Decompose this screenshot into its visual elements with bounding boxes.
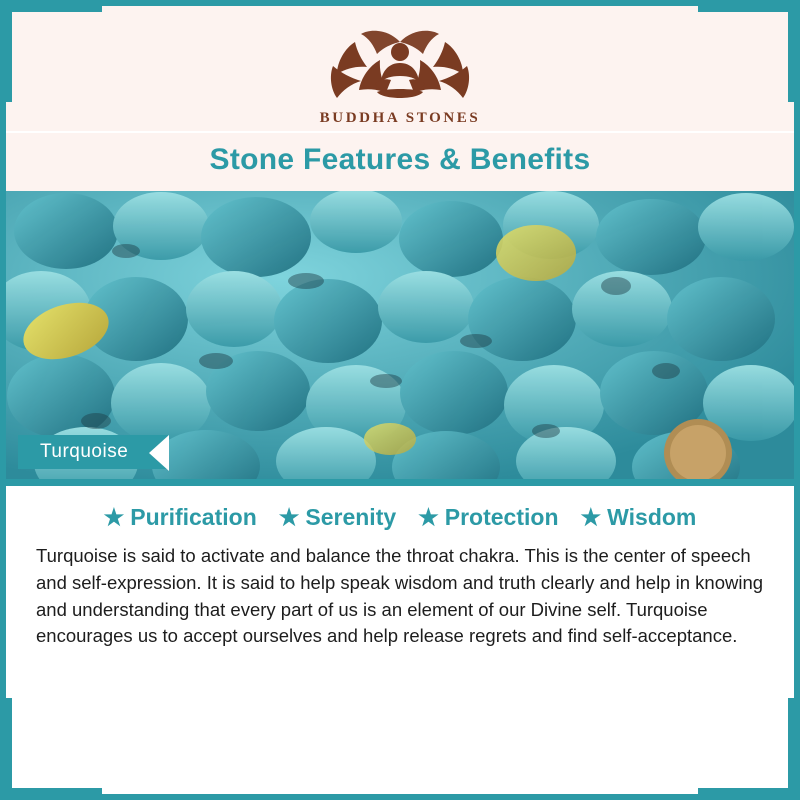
- benefit-item: [279, 504, 396, 531]
- title-band: [6, 131, 794, 191]
- benefit-label: Serenity: [305, 504, 397, 530]
- page-title: Stone Features & Benefits: [209, 143, 591, 176]
- frame-edge-bottom: [0, 794, 800, 800]
- frame-edge-right: [794, 0, 800, 800]
- brand-logo: [6, 22, 794, 127]
- star-icon: ★: [278, 504, 300, 530]
- benefit-label: Protection: [444, 504, 559, 530]
- benefit-item: [581, 504, 697, 531]
- hero-image: [6, 191, 794, 479]
- corner-bracket-top-left: [6, 6, 102, 102]
- benefits-list: [6, 486, 794, 541]
- section-divider: [6, 479, 794, 486]
- corner-bracket-bottom-left: [6, 698, 102, 794]
- brand-name: BUDDHA STONES: [319, 110, 481, 126]
- benefit-label: Wisdom: [607, 504, 697, 530]
- benefit-item: [418, 504, 558, 531]
- benefit-label: Purification: [130, 504, 257, 530]
- lotus-meditation-icon: [325, 22, 475, 106]
- corner-bracket-top-right: [698, 6, 794, 102]
- benefit-item: [104, 504, 257, 531]
- description-text: Turquoise is said to activate and balance the throat chakra. This is the center of speech and self-expression. It is said to help speak wisdom and truth clearly and help in knowing and understanding that every part of us is an element of our Divine self. Turquoise encourages us to accept ourselves and help release regrets and find self-acceptance.: [36, 545, 764, 647]
- bottom-spacer: [6, 650, 794, 710]
- corner-bracket-bottom-right: [698, 698, 794, 794]
- stone-name-caption: Turquoise: [18, 435, 168, 469]
- star-icon: ★: [580, 504, 602, 530]
- star-icon: ★: [103, 504, 125, 530]
- page-inner: [6, 6, 794, 794]
- star-icon: ★: [418, 504, 439, 530]
- page-header: [6, 6, 794, 131]
